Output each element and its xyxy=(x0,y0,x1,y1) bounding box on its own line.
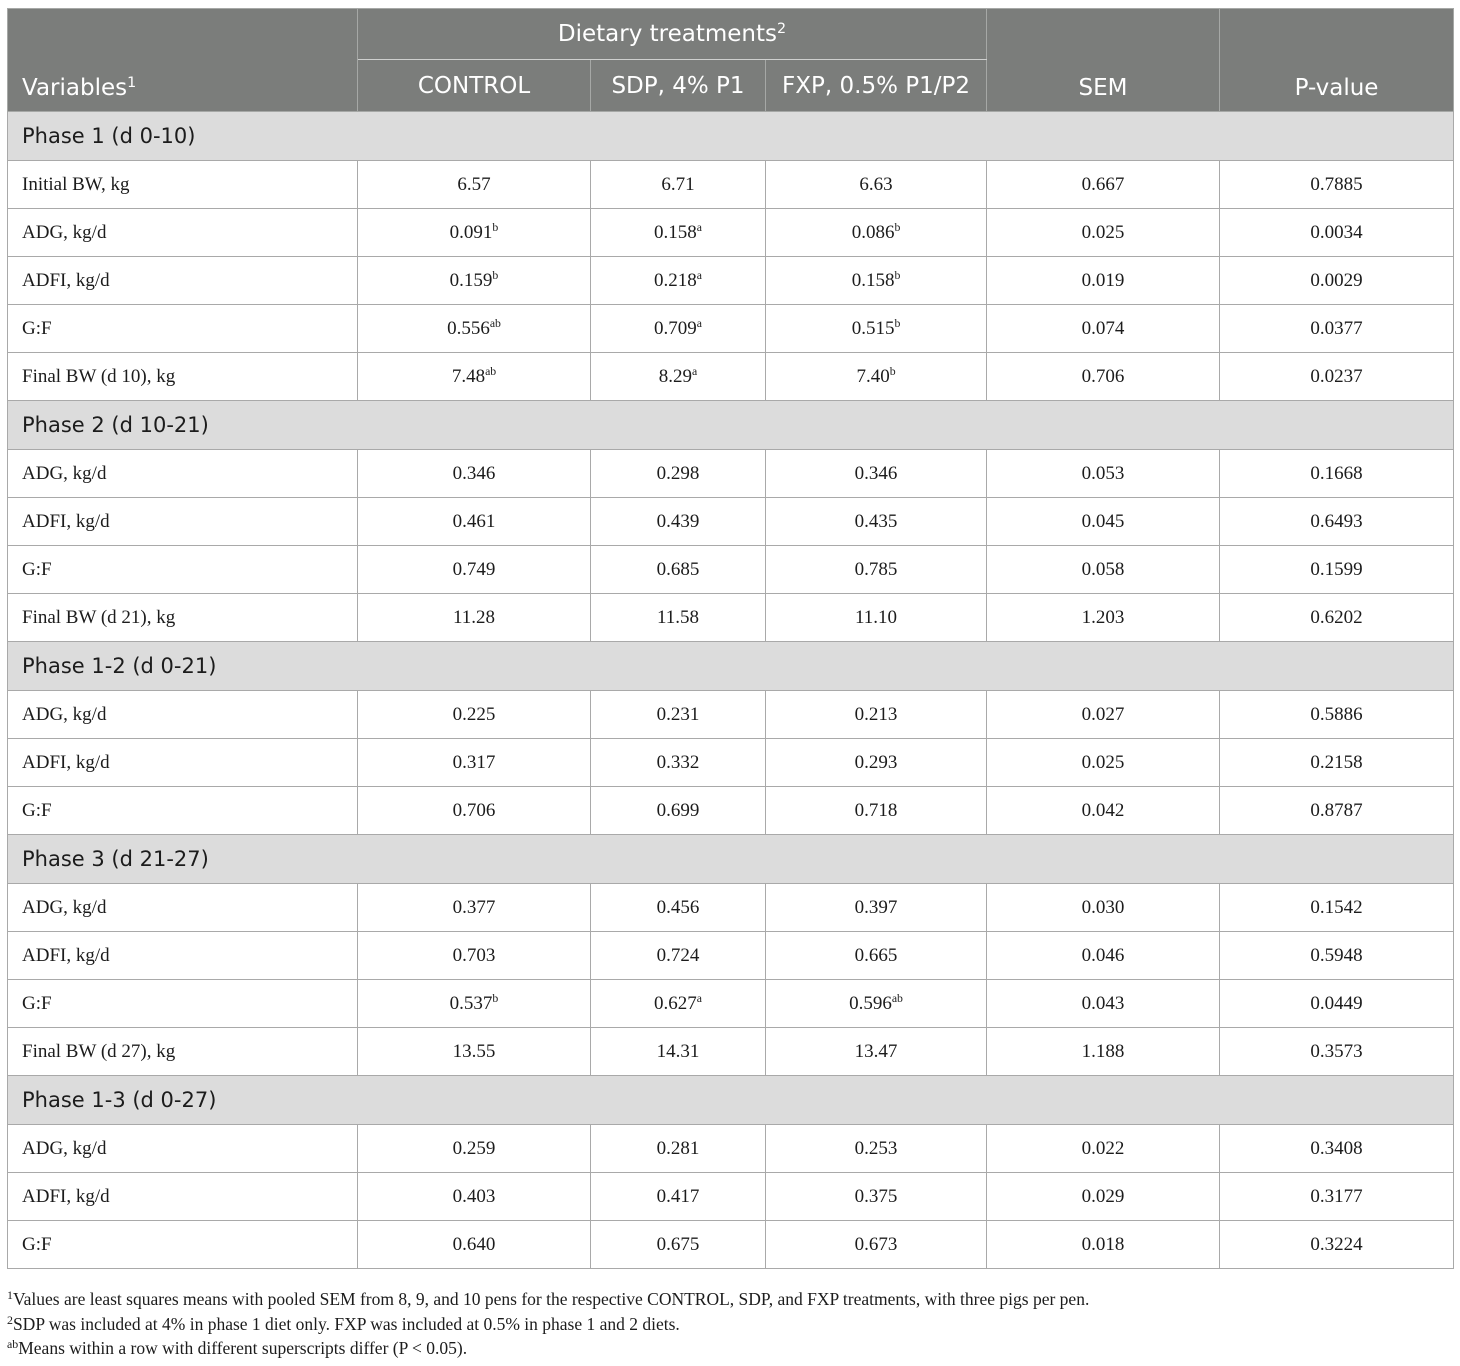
cell-fxp-value: 0.718 xyxy=(854,799,898,821)
row-label-value: ADFI, kg/d xyxy=(22,944,110,966)
section-row xyxy=(8,112,1454,161)
cell-control xyxy=(358,594,591,642)
cell-control xyxy=(358,932,591,980)
cell-p-value xyxy=(1220,1028,1454,1076)
header-fxp: FXP, 0.5% P1/P2 xyxy=(766,60,987,112)
cell-fxp-value: 0.515 xyxy=(851,317,895,339)
table-row xyxy=(8,884,1454,932)
row-label xyxy=(8,691,358,739)
significance-superscript: ab xyxy=(485,365,497,379)
footnote: $^2$SDP was included at 4% in phase 1 diet only. FXP was included at 0.5% in phase 1 and 2 diets. xyxy=(7,1312,680,1334)
cell-p-value xyxy=(1220,353,1454,401)
cell-fxp-value: 0.596 xyxy=(849,992,892,1014)
cell-control-value: 0.703 xyxy=(452,944,496,966)
footnote: $^1$Values are least squares means with pooled SEM from 8, 9, and 10 pens for the respective CONTROL, SDP, and FXP treatments, with three pigs per pen. xyxy=(7,1288,1090,1309)
row-label xyxy=(8,1173,358,1221)
table-row xyxy=(8,450,1454,498)
cell-sem xyxy=(987,209,1220,257)
table-row xyxy=(8,787,1454,835)
cell-sdp xyxy=(591,257,766,305)
significance-superscript: b xyxy=(894,269,901,283)
cell-fxp xyxy=(766,161,987,209)
cell-fxp xyxy=(766,257,987,305)
cell-fxp-value: 0.375 xyxy=(854,1185,898,1207)
cell-sem-value: 0.667 xyxy=(1081,173,1125,195)
cell-fxp xyxy=(766,209,987,257)
significance-superscript: b xyxy=(894,317,901,331)
cell-fxp xyxy=(766,546,987,594)
cell-fxp xyxy=(766,1125,987,1173)
table-row xyxy=(8,594,1454,642)
cell-control xyxy=(358,257,591,305)
cell-sem xyxy=(987,353,1220,401)
cell-p-value-value: 0.1599 xyxy=(1310,558,1363,580)
cell-sem xyxy=(987,498,1220,546)
cell-fxp-value: 13.47 xyxy=(854,1040,898,1062)
cell-sdp xyxy=(591,1221,766,1269)
significance-superscript: b xyxy=(492,221,499,235)
cell-sem xyxy=(987,546,1220,594)
cell-fxp-value: 0.213 xyxy=(854,703,898,725)
significance-superscript: ab xyxy=(489,317,501,331)
cell-sdp-value: 0.218 xyxy=(654,269,697,291)
cell-control xyxy=(358,1028,591,1076)
significance-superscript: a xyxy=(692,365,698,379)
row-label-value: ADFI, kg/d xyxy=(22,510,110,532)
table-body xyxy=(8,112,1454,1269)
cell-control-value: 0.259 xyxy=(452,1137,496,1159)
row-label-value: ADG, kg/d xyxy=(22,462,107,484)
cell-p-value xyxy=(1220,594,1454,642)
cell-control xyxy=(358,787,591,835)
cell-sdp-value: 0.298 xyxy=(656,462,700,484)
cell-p-value xyxy=(1220,498,1454,546)
cell-fxp-value: 0.397 xyxy=(854,896,898,918)
row-label-value: ADG, kg/d xyxy=(22,221,107,243)
cell-sem xyxy=(987,691,1220,739)
cell-p-value-value: 0.3573 xyxy=(1310,1040,1363,1062)
row-label-value: G:F xyxy=(22,992,52,1014)
cell-p-value-value: 0.6202 xyxy=(1310,606,1363,628)
table-row xyxy=(8,1173,1454,1221)
cell-sem-value: 0.018 xyxy=(1081,1233,1125,1255)
row-label-value: Initial BW, kg xyxy=(22,173,130,195)
cell-sdp xyxy=(591,739,766,787)
cell-control-value: 0.225 xyxy=(452,703,496,725)
cell-sdp-value: 14.31 xyxy=(656,1040,700,1062)
cell-sdp-value: 0.724 xyxy=(656,944,700,966)
table-row xyxy=(8,1125,1454,1173)
cell-control-value: 7.48 xyxy=(451,365,486,387)
cell-sem xyxy=(987,594,1220,642)
cell-sem-value: 0.706 xyxy=(1081,365,1125,387)
cell-p-value xyxy=(1220,980,1454,1028)
table-row xyxy=(8,1221,1454,1269)
significance-superscript: a xyxy=(696,221,702,235)
section-title: Phase 3 (d 21-27) xyxy=(8,835,1454,884)
cell-control-value: 0.091 xyxy=(449,221,493,243)
significance-superscript: b xyxy=(492,992,499,1006)
cell-fxp xyxy=(766,884,987,932)
row-label-value: ADFI, kg/d xyxy=(22,269,110,291)
row-label xyxy=(8,1125,358,1173)
cell-sem-value: 0.029 xyxy=(1081,1185,1125,1207)
cell-p-value-value: 0.1668 xyxy=(1310,462,1363,484)
cell-sdp-value: 0.699 xyxy=(656,799,700,821)
section-title: Phase 1-2 (d 0-21) xyxy=(8,642,1454,691)
cell-sem xyxy=(987,980,1220,1028)
cell-sem-value: 1.203 xyxy=(1081,606,1125,628)
cell-sdp-value: 0.685 xyxy=(656,558,700,580)
section-row xyxy=(8,1076,1454,1125)
cell-sdp-value: 0.675 xyxy=(656,1233,700,1255)
cell-p-value xyxy=(1220,1221,1454,1269)
row-label-value: G:F xyxy=(22,558,52,580)
cell-fxp-value: 0.346 xyxy=(854,462,898,484)
cell-p-value-value: 0.5948 xyxy=(1310,944,1363,966)
cell-p-value xyxy=(1220,1125,1454,1173)
cell-control xyxy=(358,498,591,546)
cell-p-value-value: 0.8787 xyxy=(1310,799,1363,821)
cell-p-value-value: 0.0377 xyxy=(1310,317,1363,339)
row-label-value: ADG, kg/d xyxy=(22,1137,107,1159)
cell-control xyxy=(358,980,591,1028)
cell-sem-value: 0.027 xyxy=(1081,703,1125,725)
cell-fxp xyxy=(766,594,987,642)
cell-sem xyxy=(987,161,1220,209)
cell-fxp-value: 0.785 xyxy=(854,558,898,580)
cell-fxp-value: 7.40 xyxy=(856,365,890,387)
cell-fxp xyxy=(766,498,987,546)
row-label-value: Final BW (d 10), kg xyxy=(22,365,176,387)
cell-control-value: 6.57 xyxy=(457,173,491,195)
cell-sem-value: 0.030 xyxy=(1081,896,1125,918)
cell-control-value: 0.317 xyxy=(452,751,496,773)
cell-sdp xyxy=(591,353,766,401)
cell-sdp xyxy=(591,884,766,932)
row-label xyxy=(8,450,358,498)
row-label-value: Final BW (d 21), kg xyxy=(22,606,176,628)
header-dietary-treatments: Dietary treatments$^2$ xyxy=(358,9,987,60)
cell-sem-value: 0.074 xyxy=(1081,317,1125,339)
table-row xyxy=(8,1028,1454,1076)
significance-superscript: b xyxy=(894,221,901,235)
cell-p-value-value: 0.0029 xyxy=(1310,269,1363,291)
header-sem: SEM xyxy=(987,9,1220,112)
table-row xyxy=(8,209,1454,257)
footnotes xyxy=(7,1287,1453,1361)
cell-p-value-value: 0.5886 xyxy=(1310,703,1363,725)
section-title: Phase 1 (d 0-10) xyxy=(8,112,1454,161)
cell-control xyxy=(358,1221,591,1269)
cell-p-value-value: 0.0449 xyxy=(1310,992,1363,1014)
cell-p-value xyxy=(1220,161,1454,209)
cell-sdp xyxy=(591,787,766,835)
section-row xyxy=(8,401,1454,450)
cell-sem xyxy=(987,1028,1220,1076)
cell-sdp-value: 0.627 xyxy=(654,992,697,1014)
cell-fxp xyxy=(766,450,987,498)
cell-control-value: 13.55 xyxy=(452,1040,496,1062)
table-row xyxy=(8,498,1454,546)
row-label-value: ADG, kg/d xyxy=(22,896,107,918)
cell-fxp xyxy=(766,739,987,787)
cell-sdp-value: 0.417 xyxy=(656,1185,700,1207)
header-variables: Variables$^1$ xyxy=(8,9,358,112)
cell-fxp-value: 0.293 xyxy=(854,751,898,773)
cell-control-value: 0.640 xyxy=(452,1233,496,1255)
cell-control xyxy=(358,739,591,787)
cell-p-value-value: 0.1542 xyxy=(1310,896,1363,918)
cell-control-value: 0.749 xyxy=(452,558,496,580)
cell-fxp-value: 0.086 xyxy=(851,221,895,243)
cell-p-value xyxy=(1220,1173,1454,1221)
cell-fxp xyxy=(766,691,987,739)
cell-sdp-value: 0.456 xyxy=(656,896,700,918)
cell-sdp-value: 0.709 xyxy=(654,317,697,339)
cell-control xyxy=(358,1173,591,1221)
cell-sem-value: 0.045 xyxy=(1081,510,1125,532)
cell-fxp xyxy=(766,932,987,980)
significance-superscript: ab xyxy=(891,992,903,1006)
cell-p-value-value: 0.0237 xyxy=(1310,365,1363,387)
table-row xyxy=(8,546,1454,594)
cell-fxp xyxy=(766,353,987,401)
row-label xyxy=(8,498,358,546)
cell-sem-value: 0.043 xyxy=(1081,992,1125,1014)
row-label xyxy=(8,161,358,209)
section-title: Phase 1-3 (d 0-27) xyxy=(8,1076,1454,1125)
cell-control xyxy=(358,353,591,401)
cell-control xyxy=(358,691,591,739)
table-row xyxy=(8,739,1454,787)
cell-control xyxy=(358,1125,591,1173)
table-row xyxy=(8,257,1454,305)
cell-control xyxy=(358,546,591,594)
cell-fxp xyxy=(766,305,987,353)
cell-sdp xyxy=(591,1028,766,1076)
row-label-value: G:F xyxy=(22,799,52,821)
row-label xyxy=(8,594,358,642)
cell-sdp xyxy=(591,1125,766,1173)
cell-sdp xyxy=(591,546,766,594)
cell-p-value xyxy=(1220,257,1454,305)
significance-superscript: b xyxy=(492,269,499,283)
cell-fxp-value: 0.158 xyxy=(851,269,895,291)
cell-sdp-value: 0.332 xyxy=(656,751,700,773)
cell-p-value-value: 0.2158 xyxy=(1310,751,1363,773)
table-row xyxy=(8,353,1454,401)
cell-sem-value: 0.022 xyxy=(1081,1137,1125,1159)
cell-control xyxy=(358,209,591,257)
row-label-value: G:F xyxy=(22,317,52,339)
row-label-value: Final BW (d 27), kg xyxy=(22,1040,176,1062)
cell-p-value-value: 0.3224 xyxy=(1310,1233,1363,1255)
cell-fxp xyxy=(766,1221,987,1269)
row-label-value: ADFI, kg/d xyxy=(22,1185,110,1207)
row-label xyxy=(8,980,358,1028)
cell-p-value xyxy=(1220,884,1454,932)
cell-control-value: 0.537 xyxy=(449,992,493,1014)
cell-control-value: 0.403 xyxy=(452,1185,496,1207)
cell-sdp xyxy=(591,161,766,209)
table-row xyxy=(8,980,1454,1028)
cell-sem xyxy=(987,884,1220,932)
cell-p-value xyxy=(1220,305,1454,353)
footnote: $^{ab}$Means within a row with different superscripts differ (P < 0.05). xyxy=(7,1337,468,1358)
cell-control-value: 0.377 xyxy=(452,896,496,918)
cell-sem xyxy=(987,1125,1220,1173)
row-label xyxy=(8,305,358,353)
cell-sdp xyxy=(591,1173,766,1221)
row-label xyxy=(8,209,358,257)
cell-control xyxy=(358,884,591,932)
table-row xyxy=(8,161,1454,209)
cell-sem xyxy=(987,1221,1220,1269)
cell-sdp-value: 6.71 xyxy=(661,173,695,195)
cell-sdp xyxy=(591,498,766,546)
table-row xyxy=(8,305,1454,353)
cell-sdp xyxy=(591,305,766,353)
header-control: CONTROL xyxy=(358,60,591,112)
cell-p-value-value: 0.0034 xyxy=(1310,221,1363,243)
row-label xyxy=(8,353,358,401)
cell-fxp-value: 0.253 xyxy=(854,1137,898,1159)
row-label xyxy=(8,546,358,594)
significance-superscript: a xyxy=(696,269,702,283)
cell-sdp xyxy=(591,980,766,1028)
cell-fxp xyxy=(766,1173,987,1221)
cell-sem-value: 1.188 xyxy=(1081,1040,1125,1062)
cell-control xyxy=(358,450,591,498)
cell-sdp-value: 0.158 xyxy=(654,221,697,243)
cell-sem-value: 0.046 xyxy=(1081,944,1125,966)
cell-sem xyxy=(987,450,1220,498)
cell-sdp-value: 8.29 xyxy=(658,365,692,387)
cell-control-value: 0.461 xyxy=(452,510,496,532)
cell-sem xyxy=(987,739,1220,787)
header-sdp: SDP, 4% P1 xyxy=(591,60,766,112)
cell-control-value: 0.706 xyxy=(452,799,496,821)
cell-sem-value: 0.053 xyxy=(1081,462,1125,484)
cell-p-value-value: 0.3408 xyxy=(1310,1137,1363,1159)
cell-fxp-value: 0.435 xyxy=(854,510,898,532)
significance-superscript: b xyxy=(889,365,896,379)
cell-fxp xyxy=(766,980,987,1028)
cell-p-value xyxy=(1220,739,1454,787)
row-label xyxy=(8,787,358,835)
section-row xyxy=(8,835,1454,884)
cell-sdp-value: 0.281 xyxy=(656,1137,700,1159)
row-label xyxy=(8,257,358,305)
cell-control xyxy=(358,305,591,353)
cell-fxp xyxy=(766,1028,987,1076)
row-label xyxy=(8,932,358,980)
cell-p-value xyxy=(1220,932,1454,980)
row-label xyxy=(8,1221,358,1269)
cell-control-value: 0.556 xyxy=(447,317,490,339)
cell-fxp-value: 6.63 xyxy=(859,173,893,195)
cell-control-value: 0.159 xyxy=(449,269,493,291)
cell-sem-value: 0.025 xyxy=(1081,221,1125,243)
row-label xyxy=(8,1028,358,1076)
significance-superscript: a xyxy=(696,317,702,331)
cell-sdp xyxy=(591,594,766,642)
cell-sdp xyxy=(591,209,766,257)
cell-fxp-value: 0.673 xyxy=(854,1233,898,1255)
cell-sem-value: 0.019 xyxy=(1081,269,1125,291)
row-label xyxy=(8,739,358,787)
cell-sem xyxy=(987,305,1220,353)
cell-sem xyxy=(987,932,1220,980)
cell-sem-value: 0.058 xyxy=(1081,558,1125,580)
cell-control-value: 0.346 xyxy=(452,462,496,484)
cell-sdp-value: 0.231 xyxy=(656,703,700,725)
table-row xyxy=(8,691,1454,739)
cell-p-value xyxy=(1220,691,1454,739)
cell-control xyxy=(358,161,591,209)
results-table xyxy=(7,8,1454,1269)
section-title: Phase 2 (d 10-21) xyxy=(8,401,1454,450)
cell-fxp xyxy=(766,787,987,835)
cell-p-value xyxy=(1220,450,1454,498)
cell-p-value-value: 0.3177 xyxy=(1310,1185,1363,1207)
row-label-value: ADG, kg/d xyxy=(22,703,107,725)
cell-p-value xyxy=(1220,209,1454,257)
row-label-value: G:F xyxy=(22,1233,52,1255)
cell-fxp-value: 0.665 xyxy=(854,944,898,966)
cell-p-value xyxy=(1220,787,1454,835)
cell-sem-value: 0.042 xyxy=(1081,799,1125,821)
row-label xyxy=(8,884,358,932)
table-header xyxy=(8,9,1454,112)
cell-sem-value: 0.025 xyxy=(1081,751,1125,773)
table-row xyxy=(8,932,1454,980)
section-row xyxy=(8,642,1454,691)
cell-sdp xyxy=(591,932,766,980)
cell-p-value-value: 0.6493 xyxy=(1310,510,1363,532)
results-table-container xyxy=(7,8,1453,1269)
row-label-value: ADFI, kg/d xyxy=(22,751,110,773)
cell-fxp-value: 11.10 xyxy=(854,606,898,628)
cell-sem xyxy=(987,787,1220,835)
cell-sdp xyxy=(591,450,766,498)
cell-sem xyxy=(987,257,1220,305)
cell-control-value: 11.28 xyxy=(452,606,496,628)
cell-sdp-value: 0.439 xyxy=(656,510,700,532)
cell-sdp xyxy=(591,691,766,739)
header-p-value: P-value xyxy=(1220,9,1454,112)
cell-p-value-value: 0.7885 xyxy=(1310,173,1363,195)
cell-sem xyxy=(987,1173,1220,1221)
cell-sdp-value: 11.58 xyxy=(656,606,700,628)
significance-superscript: a xyxy=(696,992,702,1006)
cell-p-value xyxy=(1220,546,1454,594)
